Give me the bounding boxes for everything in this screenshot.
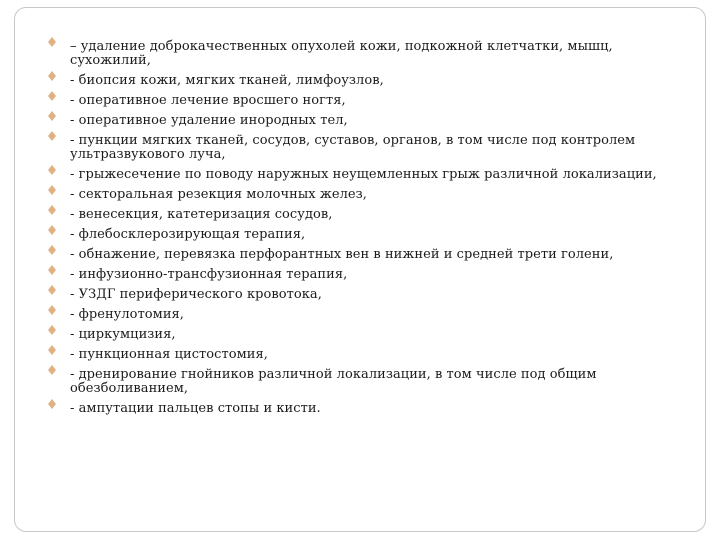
list-item-text: - венесекция, катетеризация сосудов, xyxy=(70,207,333,222)
diamond-bullet-icon xyxy=(48,250,56,255)
list-item-text: - оперативное удаление инородных тел, xyxy=(70,113,348,128)
list-item-text: - циркумцизия, xyxy=(70,327,176,342)
procedure-list xyxy=(48,40,678,422)
diamond-bullet-icon xyxy=(48,116,56,121)
list-item xyxy=(48,114,678,128)
list-item xyxy=(48,368,678,396)
diamond-bullet-icon xyxy=(48,42,56,47)
list-item-text: - секторальная резекция молочных желез, xyxy=(70,187,367,202)
list-item xyxy=(48,74,678,88)
diamond-bullet-icon xyxy=(48,190,56,195)
list-item-text: - УЗДГ периферического кровотока, xyxy=(70,287,322,302)
diamond-bullet-icon xyxy=(48,370,56,375)
list-item xyxy=(48,288,678,302)
diamond-bullet-icon xyxy=(48,330,56,335)
list-item-text: - пункции мягких тканей, сосудов, суставов, органов, в том числе под контролем ультразвукового луча, xyxy=(70,133,636,162)
diamond-bullet-icon xyxy=(48,350,56,355)
list-item-text: - пункционная цистостомия, xyxy=(70,347,268,362)
list-item-text: - френулотомия, xyxy=(70,307,184,322)
diamond-bullet-icon xyxy=(48,310,56,315)
list-item xyxy=(48,308,678,322)
list-item-text: - биопсия кожи, мягких тканей, лимфоузлов, xyxy=(70,73,384,88)
diamond-bullet-icon xyxy=(48,136,56,141)
list-item xyxy=(48,248,678,262)
list-item xyxy=(48,94,678,108)
list-item xyxy=(48,228,678,242)
list-item-text: - грыжесечение по поводу наружных неущемленных грыж различной локализации, xyxy=(70,167,657,182)
list-item xyxy=(48,168,678,182)
diamond-bullet-icon xyxy=(48,290,56,295)
list-item xyxy=(48,208,678,222)
list-item xyxy=(48,134,678,162)
diamond-bullet-icon xyxy=(48,96,56,101)
list-item xyxy=(48,40,678,68)
list-item xyxy=(48,402,678,416)
diamond-bullet-icon xyxy=(48,404,56,409)
list-item-text: - ампутации пальцев стопы и кисти. xyxy=(70,401,321,416)
list-item xyxy=(48,268,678,282)
diamond-bullet-icon xyxy=(48,76,56,81)
list-item xyxy=(48,328,678,342)
list-item-text: - обнажение, перевязка перфорантных вен в нижней и средней трети голени, xyxy=(70,247,614,262)
list-item-text: - инфузионно-трансфузионная терапия, xyxy=(70,267,348,282)
list-item-text: - оперативное лечение вросшего ногтя, xyxy=(70,93,346,108)
diamond-bullet-icon xyxy=(48,270,56,275)
diamond-bullet-icon xyxy=(48,170,56,175)
list-item-text: - дренирование гнойников различной локализации, в том числе под общим обезболиванием, xyxy=(70,367,597,396)
list-item-text: – удаление доброкачественных опухолей кожи, подкожной клетчатки, мышц, сухожилий, xyxy=(70,39,613,68)
diamond-bullet-icon xyxy=(48,230,56,235)
list-item xyxy=(48,188,678,202)
list-item xyxy=(48,348,678,362)
diamond-bullet-icon xyxy=(48,210,56,215)
list-item-text: - флебосклерозирующая терапия, xyxy=(70,227,306,242)
